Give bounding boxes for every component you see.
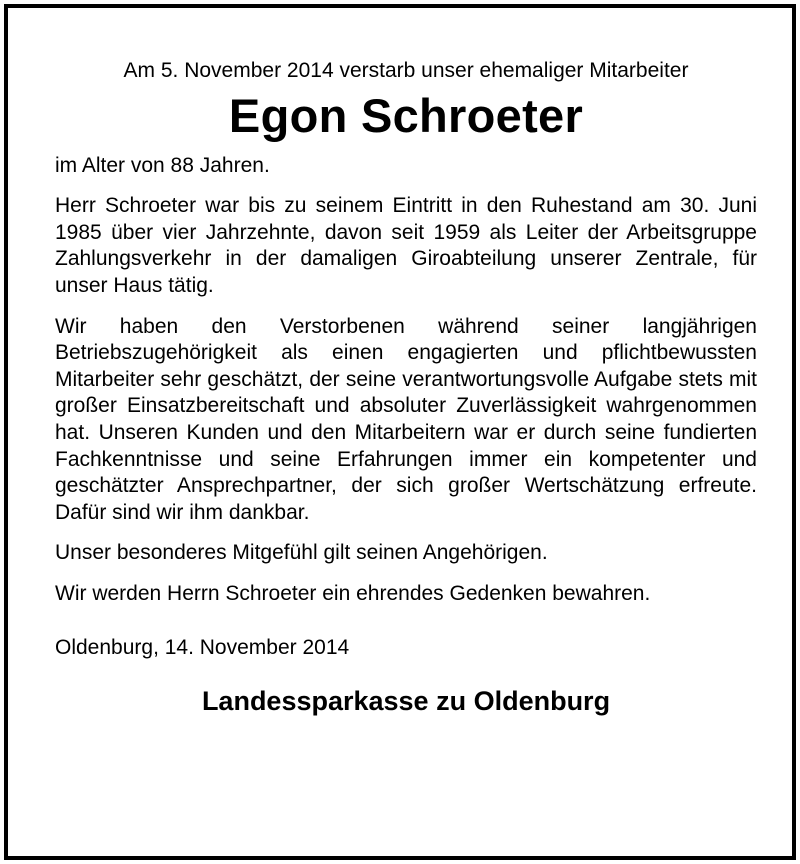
obituary-notice-content	[55, 58, 757, 717]
age-line: im Alter von 88 Jahren.	[55, 153, 270, 177]
career-paragraph: Herr Schroeter war bis zu seinem Eintritt in den Ruhestand am 30. Juni 1985 über vier Jahrzehnte, davon seit 1959 als Leiter der Arbeitsgruppe Zahlungsverkehr in der damaligen Giroabteilung unserer Zentrale, für unser Haus tätig.	[55, 194, 757, 297]
remembrance-paragraph: Wir werden Herrn Schroeter ein ehrendes Gedenken bewahren.	[55, 581, 651, 605]
deceased-name: Egon Schroeter	[228, 88, 584, 142]
place-and-date: Oldenburg, 14. November 2014	[55, 635, 350, 659]
obituary-notice-frame	[4, 4, 796, 860]
appreciation-paragraph: Wir haben den Verstorbenen während seiner langjährigen Betriebszugehörigkeit als einen engagierten und pflichtbewussten Mitarbeiter sehr geschätzt, der seine verantwortungsvolle Aufgabe stets mit großer Einsatzbereitschaft und absoluter Zuverlässigkeit wahrgenommen hat. Unseren Kunden und den Mitarbeitern war er durch seine fundierten Fachkenntnisse und seine Erfahrungen immer ein kompetenter und geschätzter Ansprechpartner, der sich großer Wertschätzung erfreute. Dafür sind wir ihm dankbar.	[55, 314, 757, 524]
intro-line: Am 5. November 2014 verstarb unser ehemaliger Mitarbeiter	[123, 59, 689, 82]
sympathy-paragraph: Unser besonderes Mitgefühl gilt seinen Angehörigen.	[55, 541, 548, 565]
signature-organization: Landessparkasse zu Oldenburg	[201, 686, 611, 717]
